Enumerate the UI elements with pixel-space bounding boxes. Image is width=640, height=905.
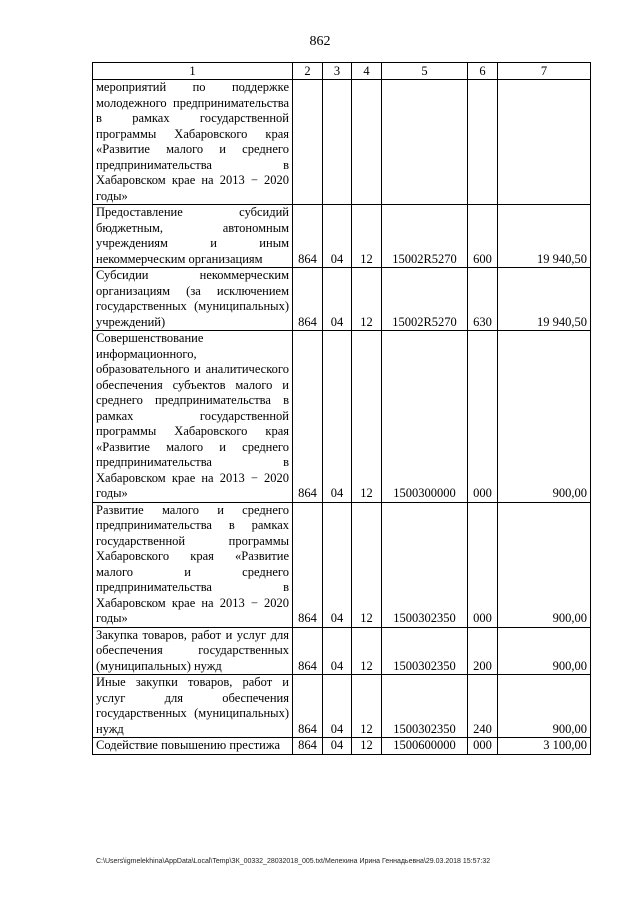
table-row	[93, 268, 591, 331]
budget-table	[92, 62, 591, 755]
subsection-code-cell: 12	[352, 205, 382, 268]
expense-type-cell: 240	[468, 675, 498, 738]
column-header: 1	[93, 63, 293, 80]
header-row	[93, 63, 591, 80]
ministry-code-cell: 864	[293, 675, 323, 738]
ministry-code-cell: 864	[293, 738, 323, 755]
target-article-cell: 15002R5270	[382, 205, 468, 268]
table-row	[93, 627, 591, 675]
ministry-code-cell: 864	[293, 502, 323, 627]
column-header: 6	[468, 63, 498, 80]
table-row	[93, 738, 591, 755]
section-code-cell: 04	[323, 627, 352, 675]
expense-type-cell: 200	[468, 627, 498, 675]
row-name-cell: Закупка товаров, работ и услуг для обеспечения государственных (муниципальных) нужд	[93, 627, 293, 675]
section-code-cell: 04	[323, 268, 352, 331]
row-name-cell: мероприятий по поддержке молодежного предпринимательства в рамках государственной программы Хабаровского края «Развитие малого и среднего предпринимательства в Хабаровском крае на 2013 − 2020 годы»	[93, 80, 293, 205]
expense-type-cell: 000	[468, 738, 498, 755]
target-article-cell: 1500600000	[382, 738, 468, 755]
amount-cell: 900,00	[498, 502, 591, 627]
subsection-code-cell: 12	[352, 331, 382, 503]
table-row	[93, 675, 591, 738]
ministry-code-cell: 864	[293, 331, 323, 503]
ministry-code-cell: 864	[293, 627, 323, 675]
table-row	[93, 80, 591, 205]
expense-type-cell	[468, 80, 498, 205]
amount-cell: 19 940,50	[498, 205, 591, 268]
expense-type-cell: 000	[468, 502, 498, 627]
file-path-footer: C:\Users\igmelekhina\AppData\Local\Temp\ЗК_00332_28032018_005.txt/Мелехина Ирина Геннадьевна\29.03.2018 15:57:32	[96, 858, 491, 865]
subsection-code-cell: 12	[352, 268, 382, 331]
column-header: 4	[352, 63, 382, 80]
expense-type-cell: 600	[468, 205, 498, 268]
subsection-code-cell: 12	[352, 738, 382, 755]
row-name-cell: Предоставление субсидий бюджетным, автономным учреждениям и иным некоммерческим организациям	[93, 205, 293, 268]
section-code-cell	[323, 80, 352, 205]
subsection-code-cell: 12	[352, 675, 382, 738]
amount-cell: 900,00	[498, 627, 591, 675]
amount-cell: 900,00	[498, 331, 591, 503]
section-code-cell: 04	[323, 502, 352, 627]
ministry-code-cell	[293, 80, 323, 205]
section-code-cell: 04	[323, 738, 352, 755]
row-name-cell: Совершенствование информационного, образовательного и аналитического обеспечения субъектов малого и среднего предпринимательства в рамках государственной программы Хабаровского края «Развитие малого и среднего предпринимательства в Хабаровском крае на 2013 − 2020 годы»	[93, 331, 293, 503]
target-article-cell	[382, 80, 468, 205]
ministry-code-cell: 864	[293, 205, 323, 268]
amount-cell	[498, 80, 591, 205]
subsection-code-cell	[352, 80, 382, 205]
expense-type-cell: 630	[468, 268, 498, 331]
target-article-cell: 1500300000	[382, 331, 468, 503]
column-header: 3	[323, 63, 352, 80]
subsection-code-cell: 12	[352, 627, 382, 675]
section-code-cell: 04	[323, 331, 352, 503]
row-name-cell: Иные закупки товаров, работ и услуг для обеспечения государственных (муниципальных) нужд	[93, 675, 293, 738]
row-name-cell: Развитие малого и среднего предпринимательства в рамках государственной программы Хабаровского края «Развитие малого и среднего предпринимательства в Хабаровском крае на 2013 − 2020 годы»	[93, 502, 293, 627]
ministry-code-cell: 864	[293, 268, 323, 331]
amount-cell: 3 100,00	[498, 738, 591, 755]
amount-cell: 900,00	[498, 675, 591, 738]
expense-type-cell: 000	[468, 331, 498, 503]
target-article-cell: 1500302350	[382, 627, 468, 675]
target-article-cell: 15002R5270	[382, 268, 468, 331]
target-article-cell: 1500302350	[382, 675, 468, 738]
table-row	[93, 502, 591, 627]
column-header: 7	[498, 63, 591, 80]
column-header: 2	[293, 63, 323, 80]
table-row	[93, 331, 591, 503]
amount-cell: 19 940,50	[498, 268, 591, 331]
subsection-code-cell: 12	[352, 502, 382, 627]
row-name-cell: Субсидии некоммерческим организациям (за исключением государственных (муниципальных) учреждений)	[93, 268, 293, 331]
target-article-cell: 1500302350	[382, 502, 468, 627]
table-row	[93, 205, 591, 268]
column-header: 5	[382, 63, 468, 80]
section-code-cell: 04	[323, 675, 352, 738]
page-number: 862	[309, 34, 331, 49]
section-code-cell: 04	[323, 205, 352, 268]
row-name-cell: Содействие повышению престижа	[93, 738, 293, 755]
